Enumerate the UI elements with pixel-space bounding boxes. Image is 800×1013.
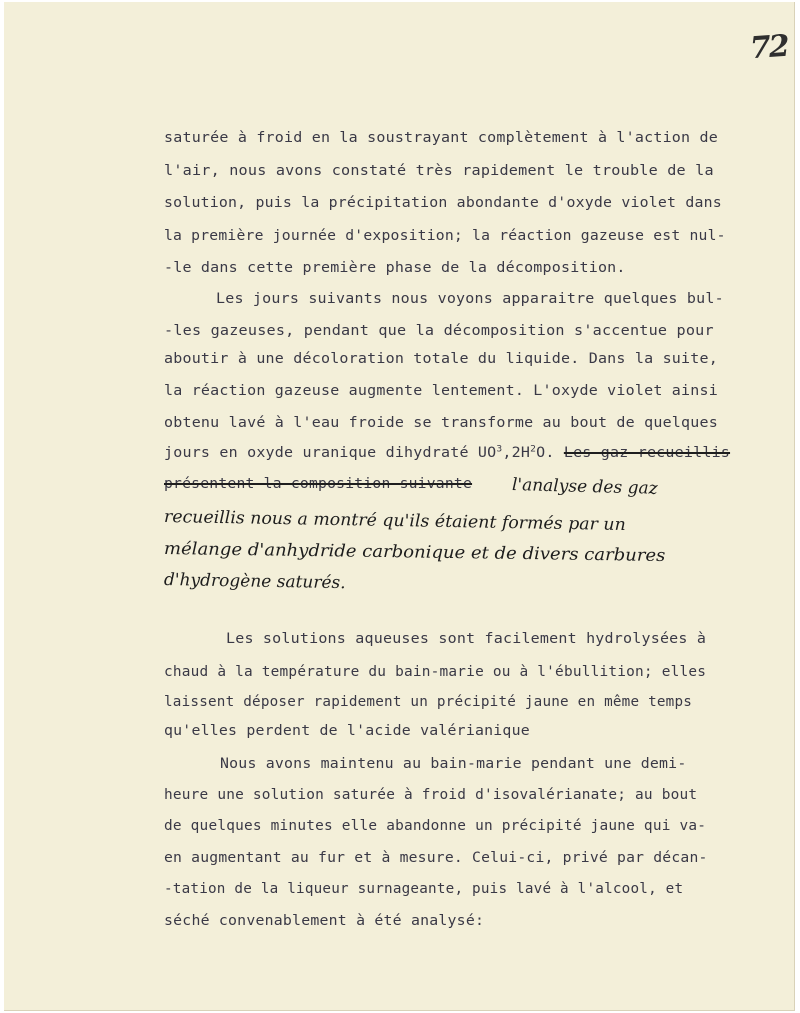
text-line-4: la première journée d'exposition; la réaction gazeuse est nul- <box>164 228 726 244</box>
document-page <box>4 2 795 1011</box>
text-line-6: Les jours suivants nous voyons apparaitre quelques bul- <box>216 291 724 307</box>
text-line-17: Nous avons maintenu au bain-marie pendant une demi- <box>220 756 687 772</box>
formula-text-2: ,2H <box>502 445 531 461</box>
formula-superscript-2: 2 <box>530 444 537 455</box>
page-number: 72 <box>748 28 789 67</box>
text-line-10: obtenu lavé à l'eau froide se transforme au bout de quelques <box>164 415 718 431</box>
formula-superscript: 3 <box>496 444 503 455</box>
text-line-16: qu'elles perdent de l'acide valérianique <box>164 723 530 739</box>
text-line-7: -les gazeuses, pendant que la décomposition s'accentue pour <box>164 323 714 339</box>
formula-text-3: O. <box>536 445 555 461</box>
text-line-9: la réaction gazeuse augmente lentement. L'oxyde violet ainsi <box>164 383 718 399</box>
text-line-2: l'air, nous avons constaté très rapidement le trouble de la <box>164 163 714 179</box>
struck-text-1: Les gaz recueillis <box>563 445 731 461</box>
handwritten-line-3: mélange d'anhydride carbonique et de divers carbures <box>163 539 666 566</box>
formula-text: jours en oxyde uranique dihydraté UO <box>164 445 497 461</box>
text-line-14: chaud à la température du bain-marie ou à l'ébullition; elles <box>164 664 707 680</box>
handwritten-line-1: l'analyse des gaz <box>511 475 658 499</box>
handwritten-line-2: recueillis nous a montré qu'ils étaient formés par un <box>163 507 626 536</box>
text-line-20: en augmentant au fur et à mesure. Celui-ci, privé par décan- <box>164 850 708 866</box>
struck-text-2: présentent la composition suivante <box>164 476 473 492</box>
text-line-3: solution, puis la précipitation abondante d'oxyde violet dans <box>164 195 722 211</box>
handwritten-line-4: d'hydrogène saturés. <box>163 570 346 594</box>
text-line-5: -le dans cette première phase de la décomposition. <box>164 260 626 276</box>
text-line-8: aboutir à une décoloration totale du liquide. Dans la suite, <box>164 351 718 367</box>
text-line-1: saturée à froid en la soustrayant complètement à l'action de <box>164 130 718 146</box>
text-line-18: heure une solution saturée à froid d'isovalérianate; au bout <box>164 787 698 803</box>
text-line-22: séché convenablement à été analysé: <box>164 913 485 929</box>
text-line-19: de quelques minutes elle abandonne un précipité jaune qui va- <box>164 818 707 834</box>
text-line-13: Les solutions aqueuses sont facilement hydrolysées à <box>226 631 707 647</box>
text-line-15: laissent déposer rapidement un précipité jaune en même temps <box>164 694 693 710</box>
text-line-11 <box>164 445 730 461</box>
text-line-21: -tation de la liqueur surnageante, puis lavé à l'alcool, et <box>164 881 684 897</box>
